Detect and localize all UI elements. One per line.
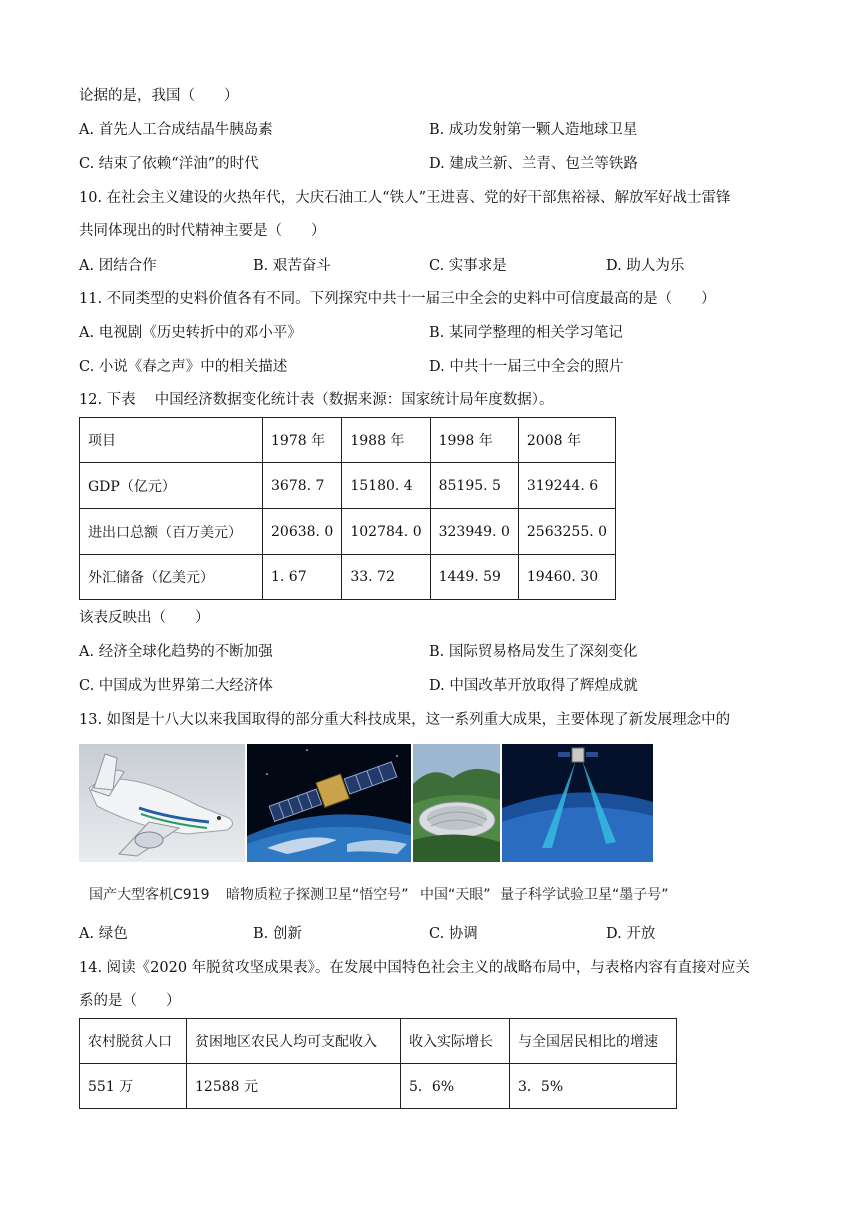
- q10-option-b: B. 艰苦奋斗: [253, 258, 331, 274]
- table-row: [80, 1064, 677, 1109]
- table-cell: 5．6%: [401, 1064, 510, 1109]
- q13-option-a: A. 绿色: [79, 926, 128, 942]
- table-cell: 项目: [80, 418, 263, 463]
- table-cell: 1449. 59: [430, 555, 518, 600]
- q10-option-a: A. 团结合作: [79, 258, 157, 274]
- table-cell: 319244. 6: [518, 463, 615, 509]
- c919-airliner-image: [79, 744, 245, 862]
- table-cell: 2563255. 0: [518, 509, 615, 555]
- q10-option-c: C. 实事求是: [429, 258, 507, 274]
- q11-option-a: A. 电视剧《历史转折中的邓小平》: [79, 325, 302, 341]
- tianyan-telescope-image: [413, 744, 500, 862]
- q10-option-d: D. 助人为乐: [606, 258, 685, 274]
- mozi-satellite-image: [502, 744, 653, 862]
- q13-option-c: C. 协调: [429, 926, 478, 942]
- q12-data-table: [79, 417, 616, 600]
- q9-option-b: B. 成功发射第一颗人造地球卫星: [429, 122, 638, 138]
- q9-option-c: C. 结束了依赖“洋油”的时代: [79, 156, 259, 172]
- table-cell: 与全国居民相比的增速: [510, 1019, 677, 1064]
- table-header-row: [80, 418, 616, 463]
- q12-option-b: B. 国际贸易格局发生了深刻变化: [429, 644, 638, 660]
- q12-option-c: C. 中国成为世界第二大经济体: [79, 678, 273, 694]
- caption-tianyan: 中国“天眼”: [420, 887, 491, 903]
- table-cell: 15180. 4: [342, 463, 430, 509]
- table-cell: 1998 年: [430, 418, 518, 463]
- q14-stem-line1: 14. 阅读《2020 年脱贫攻坚成果表》。在发展中国特色社会主义的战略布局中，与表格内容有直接对应关: [79, 960, 750, 976]
- q12-stem: 12. 下表 中国经济数据变化统计表（数据来源：国家统计局年度数据）。: [79, 392, 554, 408]
- table-cell: 323949. 0: [430, 509, 518, 555]
- q9-stem-tail: 论据的是，我国（ ）: [79, 88, 239, 104]
- table-cell: GDP（亿元）: [80, 463, 263, 509]
- caption-c919: 国产大型客机C919: [89, 887, 210, 903]
- wukong-satellite-image: [247, 744, 411, 862]
- caption-wukong: 暗物质粒子探测卫星“悟空号”: [226, 887, 409, 903]
- table-row: [80, 509, 616, 555]
- q12-option-d: D. 中国改革开放取得了辉煌成就: [429, 678, 638, 694]
- q10-stem-line1: 10. 在社会主义建设的火热年代，大庆石油工人“铁人”王进喜、党的好干部焦裕禄、解放军好战士雷锋: [79, 190, 731, 206]
- table-cell: 19460. 30: [518, 555, 615, 600]
- table-cell: 收入实际增长: [401, 1019, 510, 1064]
- table-cell: 3．5%: [510, 1064, 677, 1109]
- q13-stem: 13. 如图是十八大以来我国取得的部分重大科技成果，这一系列重大成果，主要体现了新发展理念中的: [79, 712, 731, 728]
- q11-option-c: C. 小说《春之声》中的相关描述: [79, 359, 288, 375]
- q11-stem: 11. 不同类型的史料价值各有不同。下列探究中共十一届三中全会的史料中可信度最高的是（ ）: [79, 291, 716, 307]
- table-cell: 外汇储备（亿美元）: [80, 555, 263, 600]
- q14-data-table: [79, 1018, 677, 1109]
- table-cell: 85195. 5: [430, 463, 518, 509]
- table-cell: 1988 年: [342, 418, 430, 463]
- q13-option-b: B. 创新: [253, 926, 302, 942]
- table-row: [80, 463, 616, 509]
- table-cell: 551 万: [80, 1064, 187, 1109]
- table-cell: 3678. 7: [263, 463, 342, 509]
- table-cell: 102784. 0: [342, 509, 430, 555]
- q12-option-a: A. 经济全球化趋势的不断加强: [79, 644, 273, 660]
- table-row: [80, 555, 616, 600]
- q12-after-table: 该表反映出（ ）: [79, 610, 210, 626]
- q10-stem-line2: 共同体现出的时代精神主要是（ ）: [79, 223, 326, 239]
- q9-option-a: A. 首先人工合成结晶牛胰岛素: [79, 122, 273, 138]
- table-cell: 1. 67: [263, 555, 342, 600]
- table-cell: 进出口总额（百万美元）: [80, 509, 263, 555]
- q9-option-d: D. 建成兰新、兰青、包兰等铁路: [429, 156, 638, 172]
- table-cell: 2008 年: [518, 418, 615, 463]
- table-cell: 农村脱贫人口: [80, 1019, 187, 1064]
- q13-option-d: D. 开放: [606, 926, 656, 942]
- table-cell: 贫困地区农民人均可支配收入: [187, 1019, 401, 1064]
- table-cell: 1978 年: [263, 418, 342, 463]
- table-cell: 12588 元: [187, 1064, 401, 1109]
- table-cell: 20638. 0: [263, 509, 342, 555]
- caption-mozi: 量子科学试验卫星“墨子号”: [500, 887, 669, 903]
- table-header-row: [80, 1019, 677, 1064]
- q11-option-d: D. 中共十一届三中全会的照片: [429, 359, 624, 375]
- q11-option-b: B. 某同学整理的相关学习笔记: [429, 325, 623, 341]
- q14-stem-line2: 系的是（ ）: [79, 993, 181, 1009]
- table-cell: 33. 72: [342, 555, 430, 600]
